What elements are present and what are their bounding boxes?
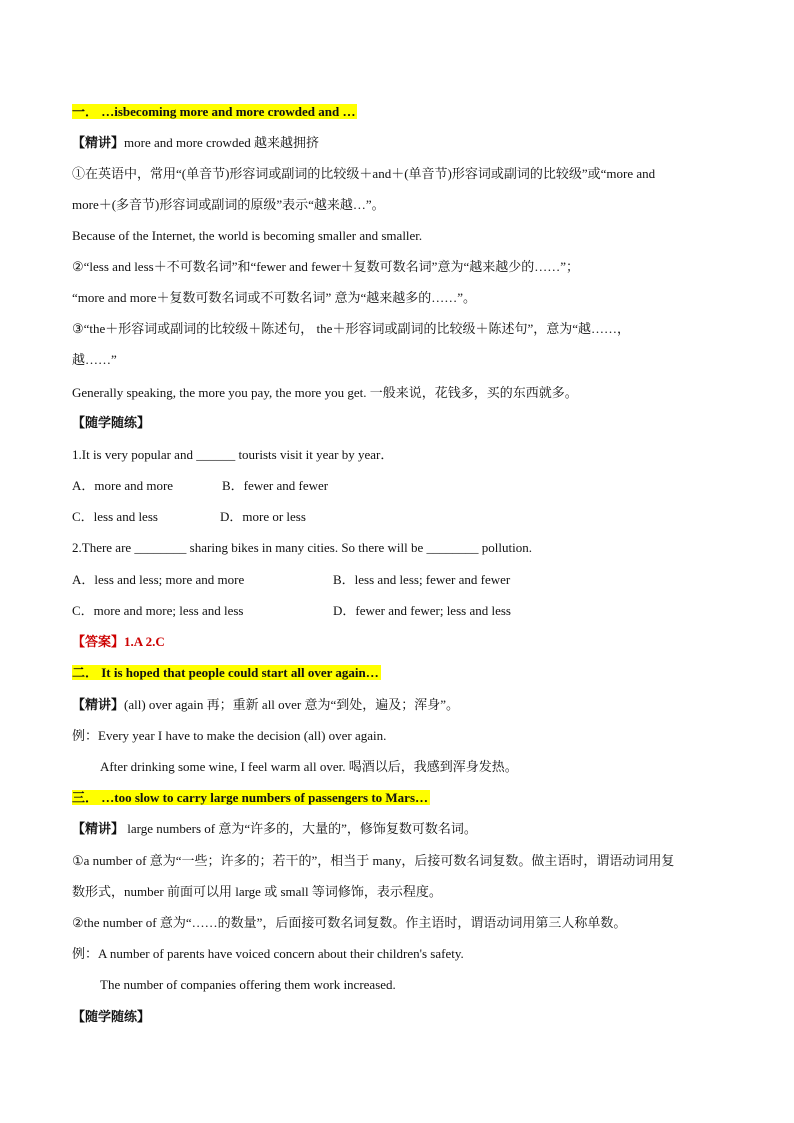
section-1-rule3-line1: ③“the＋形容词或副词的比较级＋陈述句， the＋形容词或副词的比较级＋陈述句”，意为“越……，: [72, 321, 630, 336]
section-3-example-2: The number of companies offering them work increased.: [100, 977, 396, 992]
section-1-heading: 一． …isbecoming more and more crowded and …: [72, 104, 356, 119]
section-3-rule1-line1: ①a number of 意为“一些；许多的；若干的”，相当于 many，后接可数名词复数。做主语时，谓语动词用复: [72, 853, 675, 868]
answer-line: [72, 633, 165, 651]
q1-option-d: D．more or less: [220, 509, 306, 524]
answer-tag: 【答案】: [72, 634, 125, 649]
section-2-example-2: After drinking some wine, I feel warm all over. 喝酒以后，我感到浑身发热。: [100, 759, 518, 774]
section-1-example-1: Because of the Internet, the world is becoming smaller and smaller.: [72, 228, 423, 243]
section-1-rule2-line1: ②“less and less＋不可数名词”和“fewer and fewer＋复数可数名词”意为“越来越少的……”；: [72, 259, 579, 274]
section-3-practice-tag: 【随学随练】: [72, 1009, 151, 1024]
section-3-example-1: 例：A number of parents have voiced concern about their children's safety.: [72, 946, 464, 961]
q1-option-a: A．more and more: [72, 478, 174, 493]
section-2-heading: 二． It is hoped that people could start all over again…: [72, 665, 379, 680]
section-1-rule1-line2: more＋(多音节)形容词或副词的原级”表示“越来越…”。: [72, 197, 385, 212]
section-2-jiangjie: 【精讲】(all) over again 再；重新 all over 意为“到处，遍及；浑身”。: [72, 697, 460, 712]
section-1-rule1-line1: ①在英语中，常用“(单音节)形容词或副词的比较级＋and＋(单音节)形容词或副词的比较级”或“more and: [72, 166, 656, 181]
section-1-example-2: Generally speaking, the more you pay, the more you get. 一般来说，花钱多，买的东西就多。: [72, 385, 578, 400]
section-1-rule2-line2: “more and more＋复数可数名词或不可数名词” 意为“越来越多的……”。: [72, 290, 477, 305]
q2-option-c: C．more and more; less and less: [72, 603, 244, 618]
section-3-jiangjie: 【精讲】 large numbers of 意为“许多的，大量的”，修饰复数可数名词。: [72, 821, 477, 836]
jiangjie-tag: 【精讲】: [72, 821, 125, 836]
section-3-rule1-line2: 数形式，number 前面可以用 large 或 small 等词修饰，表示程度。: [72, 884, 442, 899]
section-3-heading: 三． …too slow to carry large numbers of passengers to Mars…: [72, 790, 429, 805]
section-3-rule2: ②the number of 意为“……的数量”，后面接可数名词复数。作主语时，谓语动词用第三人称单数。: [72, 915, 627, 930]
section-1-practice-tag: 【随学随练】: [72, 415, 151, 430]
q2-option-a: A．less and less; more and more: [72, 572, 245, 587]
question-1: 1.It is very popular and ______ tourists visit it year by year．: [72, 447, 394, 462]
q2-option-b: B．less and less; fewer and fewer: [333, 572, 511, 587]
answer-text: 1.A 2.C: [124, 634, 165, 649]
question-2: 2.There are ________ sharing bikes in many cities. So there will be ________ pollution.: [72, 540, 532, 555]
jiangjie-tag: 【精讲】: [72, 697, 125, 712]
section-1-rule3-line2: 越……”: [72, 352, 117, 367]
section-1-jiangjie: 【精讲】more and more crowded 越来越拥挤: [72, 135, 319, 150]
q2-option-d: D．fewer and fewer; less and less: [333, 603, 511, 618]
q1-option-c: C．less and less: [72, 509, 158, 524]
q1-option-b: B．fewer and fewer: [222, 478, 329, 493]
section-2-example-1: 例：Every year I have to make the decision (all) over again.: [72, 728, 387, 743]
jiangjie-tag: 【精讲】: [72, 135, 125, 150]
